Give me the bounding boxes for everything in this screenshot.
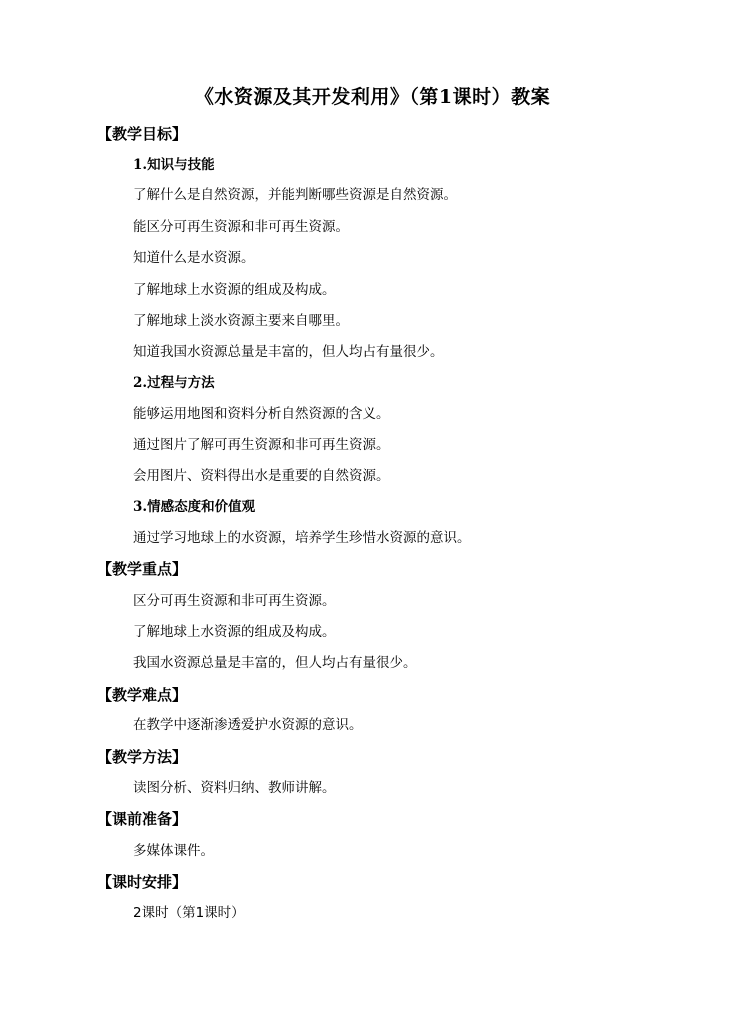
method-item: 读图分析、资料归纳、教师讲解。 xyxy=(133,780,336,796)
subheading-knowledge: 1.知识与技能 xyxy=(133,157,215,173)
section-heading-preparation: 【课前准备】 xyxy=(97,810,188,828)
section-heading-schedule: 【课时安排】 xyxy=(97,873,188,891)
section-heading-objectives: 【教学目标】 xyxy=(97,125,188,143)
key-point-item: 我国水资源总量是丰富的，但人均占有量很少。 xyxy=(133,655,417,671)
objective-process-item: 能够运用地图和资料分析自然资源的含义。 xyxy=(133,406,390,422)
schedule-item: 2课时（第1课时） xyxy=(133,905,245,921)
objective-emotion-item: 通过学习地球上的水资源，培养学生珍惜水资源的意识。 xyxy=(133,530,471,546)
preparation-item: 多媒体课件。 xyxy=(133,843,214,859)
objective-knowledge-item: 了解什么是自然资源，并能判断哪些资源是自然资源。 xyxy=(133,187,457,203)
subheading-emotion: 3.情感态度和价值观 xyxy=(133,499,256,515)
section-heading-methods: 【教学方法】 xyxy=(97,748,188,766)
difficulty-item: 在教学中逐渐渗透爱护水资源的意识。 xyxy=(133,717,363,733)
section-heading-key-points: 【教学重点】 xyxy=(97,560,188,578)
key-point-item: 区分可再生资源和非可再生资源。 xyxy=(133,593,336,609)
objective-process-item: 通过图片了解可再生资源和非可再生资源。 xyxy=(133,437,390,453)
objective-process-item: 会用图片、资料得出水是重要的自然资源。 xyxy=(133,468,390,484)
objective-knowledge-item: 了解地球上水资源的组成及构成。 xyxy=(133,282,336,298)
objective-knowledge-item: 能区分可再生资源和非可再生资源。 xyxy=(133,219,349,235)
objective-knowledge-item: 知道什么是水资源。 xyxy=(133,250,255,266)
subheading-process: 2.过程与方法 xyxy=(133,375,215,391)
document-title: 《水资源及其开发利用》（第1课时）教案 xyxy=(194,86,551,108)
key-point-item: 了解地球上水资源的组成及构成。 xyxy=(133,624,336,640)
objective-knowledge-item: 了解地球上淡水资源主要来自哪里。 xyxy=(133,313,349,329)
objective-knowledge-item: 知道我国水资源总量是丰富的，但人均占有量很少。 xyxy=(133,344,444,360)
section-heading-difficulties: 【教学难点】 xyxy=(97,686,188,704)
